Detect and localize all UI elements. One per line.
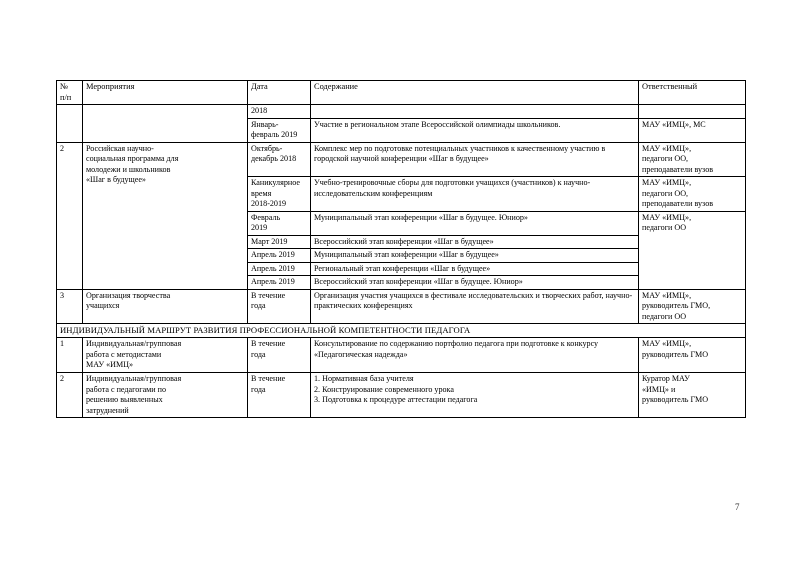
cell-event-line3: решению выявленных [86, 395, 163, 405]
cell-responsible-line3: преподаватели вузов [642, 199, 714, 209]
cell-event-line1: Российская научно- [86, 143, 154, 153]
cell-responsible: МАУ «ИМЦ», МС [639, 118, 746, 142]
cell-date-line1: В течение [251, 339, 286, 349]
cell-event-line3: молодежи и школьников [86, 164, 171, 174]
cell-responsible-line1: МАУ «ИМЦ», [642, 212, 692, 222]
cell-content: Всероссийский этап конференции «Шаг в будущее. Юниор» [311, 276, 639, 290]
cell-date [248, 373, 311, 418]
cell-content: Организация участия учащихся в фестивале исследовательских и творческих работ, научно-практических конференциях [311, 289, 639, 324]
cell-event-line2: работа с методистами [86, 349, 162, 359]
column-header-event: Мероприятия [83, 81, 248, 105]
cell-date-line2: года [251, 349, 266, 359]
cell-content: Муниципальный этап конференции «Шаг в будущее» [311, 249, 639, 263]
cell-event [83, 289, 248, 324]
cell-content: Комплекс мер по подготовке потенциальных участников к качественному участию в городской научной конференции «Шаг в будущее» [311, 142, 639, 177]
cell-responsible-line3: преподаватели вузов [642, 164, 714, 174]
cell-responsible [639, 105, 746, 119]
cell-date-line2: года [251, 301, 266, 311]
cell-responsible [639, 289, 746, 324]
cell-event-line2: социальная программа для [86, 154, 179, 164]
cell-date-line2: время [251, 188, 272, 198]
table-header [57, 81, 746, 105]
cell-number: 2 [57, 142, 83, 289]
column-header-content: Содержание [311, 81, 639, 105]
cell-content: Участие в региональном этапе Всероссийской олимпиады школьников. [311, 118, 639, 142]
cell-date [248, 338, 311, 373]
cell-event-line1: Организация творчества [86, 290, 171, 300]
table-section-banner-row [57, 324, 746, 338]
cell-responsible [639, 177, 746, 212]
cell-content-item: 2. Конструирование современного урока [314, 384, 454, 394]
cell-content: Всероссийский этап конференции «Шаг в будущее» [311, 235, 639, 249]
cell-event-line1: Индивидуальная/групповая [86, 374, 182, 383]
cell-responsible-line1: Куратор МАУ [642, 374, 690, 383]
cell-date: Апрель 2019 [248, 276, 311, 290]
cell-responsible-line1: МАУ «ИМЦ», [642, 143, 692, 153]
cell-event-line1: Индивидуальная/групповая [86, 339, 182, 349]
cell-responsible-line3: педагоги ОО [642, 311, 687, 321]
table-row [57, 373, 746, 418]
cell-responsible [639, 211, 746, 289]
cell-date-line1: Январь- [251, 119, 279, 129]
column-header-responsible: Ответственный [639, 81, 746, 105]
cell-date [248, 211, 311, 235]
table-body [57, 105, 746, 418]
cell-content-item: 1. Нормативная база учителя [314, 374, 414, 383]
cell-content [311, 105, 639, 119]
cell-number [57, 105, 83, 143]
cell-event-line3: МАУ «ИМЦ» [86, 360, 134, 370]
cell-responsible-line1: МАУ «ИМЦ», [642, 290, 692, 300]
cell-event-line4: затруднений [86, 405, 129, 415]
cell-date-line2: года [251, 384, 266, 394]
cell-number: 1 [57, 338, 83, 373]
cell-date-line1: Каникулярное [251, 178, 300, 188]
activity-plan-table [56, 80, 746, 418]
cell-date-line1: Февраль [251, 212, 281, 222]
cell-date-line2: декабрь 2018 [251, 154, 297, 164]
table-row [57, 338, 746, 373]
cell-responsible-line2: «ИМЦ» и [642, 384, 676, 394]
cell-responsible-line1: МАУ «ИМЦ», [642, 339, 692, 349]
cell-event [83, 142, 248, 289]
cell-content: Учебно-тренировочные сборы для подготовки учащихся (участников) к научно-исследовательским конференциям [311, 177, 639, 212]
cell-responsible-line2: руководитель ГМО [642, 349, 709, 359]
cell-date: 2018 [248, 105, 311, 119]
cell-event-line2: работа с педагогами по [86, 384, 167, 394]
activity-plan-table-wrapper [56, 80, 745, 418]
cell-content: Муниципальный этап конференции «Шаг в будущее. Юниор» [311, 211, 639, 235]
column-header-number [57, 81, 83, 105]
cell-date-line1: В течение [251, 374, 286, 383]
table-header-row [57, 81, 746, 105]
cell-date [248, 289, 311, 324]
section-banner: ИНДИВИДУАЛЬНЫЙ МАРШРУТ РАЗВИТИЯ ПРОФЕССИОНАЛЬНОЙ КОМПЕТЕНТНОСТИ ПЕДАГОГА [57, 324, 746, 338]
cell-responsible [639, 373, 746, 418]
cell-number: 2 [57, 373, 83, 418]
cell-date-line2: февраль 2019 [251, 130, 298, 140]
cell-date [248, 177, 311, 212]
cell-content: Консультирование по содержанию портфолио педагога при подготовке к конкурсу «Педагогическая надежда» [311, 338, 639, 373]
cell-content: Региональный этап конференции «Шаг в будущее» [311, 262, 639, 276]
cell-responsible [639, 142, 746, 177]
cell-responsible-line2: педагоги ОО, [642, 188, 689, 198]
page-number: 7 [735, 502, 740, 512]
cell-date-line3: 2018-2019 [251, 199, 287, 209]
cell-date: Апрель 2019 [248, 249, 311, 263]
table-row [57, 289, 746, 324]
cell-event-line2: учащихся [86, 301, 120, 311]
cell-date [248, 118, 311, 142]
cell-date-line1: В течение [251, 290, 286, 300]
cell-date [248, 142, 311, 177]
cell-event [83, 105, 248, 143]
cell-responsible-line2: педагоги ОО [642, 223, 687, 233]
cell-responsible-line1: МАУ «ИМЦ», [642, 178, 692, 188]
table-row [57, 105, 746, 119]
cell-date-line1: Октябрь- [251, 143, 283, 153]
cell-number: 3 [57, 289, 83, 324]
cell-date-line2: 2019 [251, 223, 268, 233]
table-row [57, 142, 746, 177]
cell-responsible [639, 338, 746, 373]
cell-responsible-line3: руководитель ГМО [642, 395, 709, 405]
cell-responsible-line2: руководитель ГМО, [642, 301, 711, 311]
cell-event-line4: «Шаг в будущее» [86, 175, 146, 185]
cell-content [311, 373, 639, 418]
cell-responsible-line2: педагоги ОО, [642, 154, 689, 164]
cell-date: Апрель 2019 [248, 262, 311, 276]
column-header-number-line2: п/п [60, 92, 72, 102]
cell-event [83, 373, 248, 418]
cell-event [83, 338, 248, 373]
column-header-date: Дата [248, 81, 311, 105]
cell-content-item: 3. Подготовка к процедуре аттестации педагога [314, 395, 478, 405]
column-header-number-line1: № [60, 82, 68, 91]
cell-date: Март 2019 [248, 235, 311, 249]
